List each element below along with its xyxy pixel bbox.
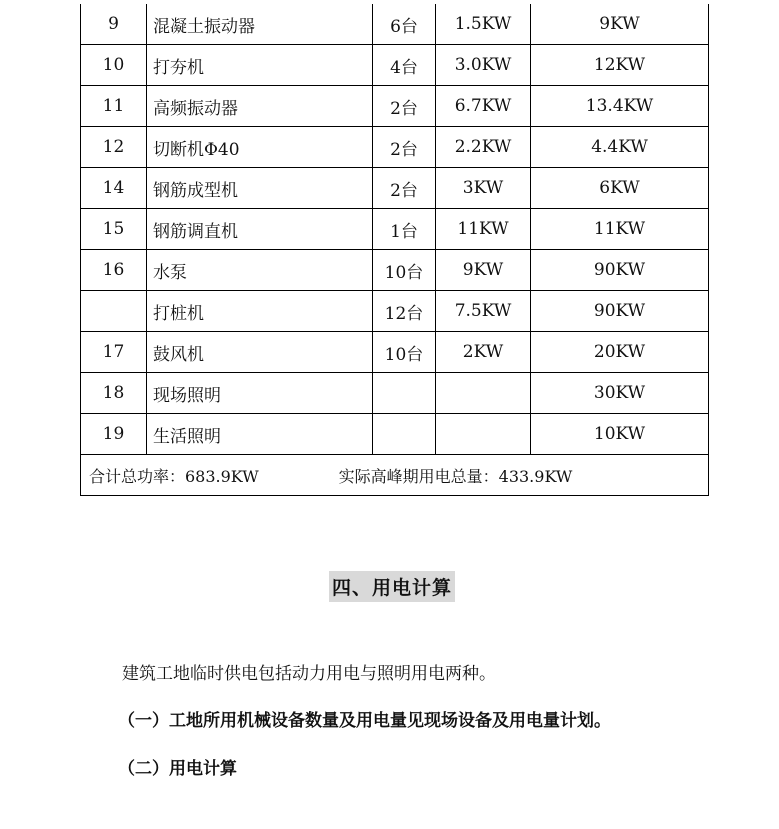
total-power-cell: 30KW — [531, 373, 709, 414]
quantity-cell: 2台 — [373, 86, 436, 127]
equipment-name-cell: 打夯机 — [147, 45, 373, 86]
summary-cell — [81, 455, 709, 496]
equipment-name-cell: 水泵 — [147, 250, 373, 291]
equipment-name-cell: 切断机Φ40 — [147, 127, 373, 168]
total-power-cell: 90KW — [531, 291, 709, 332]
table-row — [81, 168, 709, 209]
table-row — [81, 291, 709, 332]
row-number-cell: 16 — [81, 250, 147, 291]
row-number-cell: 11 — [81, 86, 147, 127]
unit-power-cell: 1.5KW — [436, 4, 531, 45]
total-power-cell: 6KW — [531, 168, 709, 209]
table-row — [81, 414, 709, 455]
row-number-cell: 15 — [81, 209, 147, 250]
quantity-cell: 10台 — [373, 250, 436, 291]
subheading-2: （二）用电计算 — [118, 759, 237, 779]
table-row — [81, 332, 709, 373]
equipment-name-cell: 现场照明 — [147, 373, 373, 414]
quantity-cell: 1台 — [373, 209, 436, 250]
table-row — [81, 373, 709, 414]
total-power-cell: 90KW — [531, 250, 709, 291]
unit-power-cell — [436, 373, 531, 414]
summary-row — [81, 455, 709, 496]
total-power-cell: 10KW — [531, 414, 709, 455]
equipment-name-cell: 高频振动器 — [147, 86, 373, 127]
section-title: 四、用电计算 — [329, 571, 455, 602]
unit-power-cell: 6.7KW — [436, 86, 531, 127]
equipment-name-cell: 钢筋调直机 — [147, 209, 373, 250]
equipment-power-table — [80, 4, 709, 496]
equipment-name-cell: 钢筋成型机 — [147, 168, 373, 209]
table-row — [81, 209, 709, 250]
quantity-cell: 2台 — [373, 127, 436, 168]
equipment-name-cell: 鼓风机 — [147, 332, 373, 373]
row-number-cell — [81, 291, 147, 332]
equipment-name-cell: 混凝土振动器 — [147, 4, 373, 45]
row-number-cell: 18 — [81, 373, 147, 414]
row-number-cell: 12 — [81, 127, 147, 168]
unit-power-cell: 9KW — [436, 250, 531, 291]
unit-power-cell: 3KW — [436, 168, 531, 209]
total-power-cell: 20KW — [531, 332, 709, 373]
row-number-cell: 19 — [81, 414, 147, 455]
row-number-cell: 10 — [81, 45, 147, 86]
equipment-name-cell: 打桩机 — [147, 291, 373, 332]
total-power-cell: 4.4KW — [531, 127, 709, 168]
total-power-cell: 9KW — [531, 4, 709, 45]
table-row — [81, 250, 709, 291]
equipment-name-cell: 生活照明 — [147, 414, 373, 455]
table-row — [81, 86, 709, 127]
summary-peak-usage: 实际高峰期用电总量：433.9KW — [338, 466, 573, 486]
table-row — [81, 4, 709, 45]
intro-paragraph: 建筑工地临时供电包括动力用电与照明用电两种。 — [122, 664, 496, 684]
quantity-cell: 6台 — [373, 4, 436, 45]
total-power-cell: 13.4KW — [531, 86, 709, 127]
summary-total-power: 合计总功率：683.9KW — [89, 466, 259, 486]
unit-power-cell: 11KW — [436, 209, 531, 250]
quantity-cell: 10台 — [373, 332, 436, 373]
total-power-cell: 11KW — [531, 209, 709, 250]
quantity-cell — [373, 414, 436, 455]
unit-power-cell: 7.5KW — [436, 291, 531, 332]
unit-power-cell: 3.0KW — [436, 45, 531, 86]
subheading-1: （一）工地所用机械设备数量及用电量见现场设备及用电量计划。 — [118, 711, 611, 731]
unit-power-cell — [436, 414, 531, 455]
quantity-cell — [373, 373, 436, 414]
unit-power-cell: 2.2KW — [436, 127, 531, 168]
quantity-cell: 4台 — [373, 45, 436, 86]
row-number-cell: 17 — [81, 332, 147, 373]
row-number-cell: 9 — [81, 4, 147, 45]
quantity-cell: 12台 — [373, 291, 436, 332]
table-row — [81, 45, 709, 86]
table-row — [81, 127, 709, 168]
row-number-cell: 14 — [81, 168, 147, 209]
unit-power-cell: 2KW — [436, 332, 531, 373]
total-power-cell: 12KW — [531, 45, 709, 86]
quantity-cell: 2台 — [373, 168, 436, 209]
equipment-table-body — [81, 4, 709, 455]
